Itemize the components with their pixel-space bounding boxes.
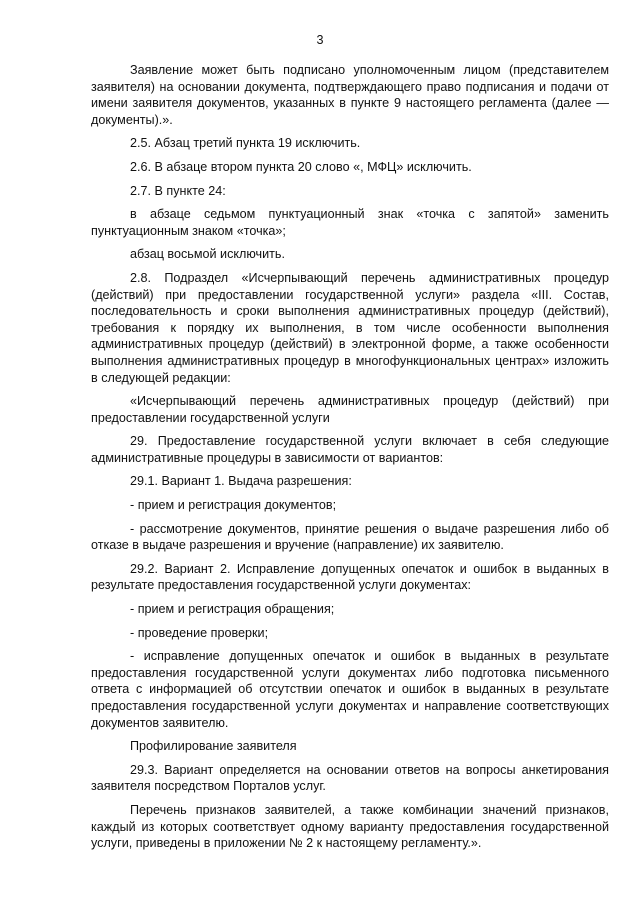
subsection-heading: «Исчерпывающий перечень административных процедур (действий) при предоставлении государственной услуги xyxy=(91,394,609,425)
page-number: 3 xyxy=(316,33,324,47)
paragraph-2-8: 2.8. Подраздел «Исчерпывающий перечень административных процедур (действий) при предоставлении государственной услуги» раздела «III. Состав, последовательность и сроки выполнения административных процедур (действий), требования к порядку их выполнения, в том числе особенности выполнения административных процедур (действий) в электронной форме, а также особенности выполнения административных процедур в многофункциональных центрах» изложить в следующей редакции: xyxy=(91,270,609,385)
document-body xyxy=(91,62,609,859)
paragraph-29-3: 29.3. Вариант определяется на основании ответов на вопросы анкетирования заявителя посредством Порталов услуг. xyxy=(91,762,609,794)
paragraph-2-6: 2.6. В абзаце втором пункта 20 слово «, МФЦ» исключить. xyxy=(130,159,472,174)
paragraph-29-2: 29.2. Вариант 2. Исправление допущенных опечаток и ошибок в выданных в результате предоставления государственной услуги документах: xyxy=(91,561,609,593)
paragraph-2-7: 2.7. В пункте 24: xyxy=(130,183,226,198)
paragraph-29-1: 29.1. Вариант 1. Выдача разрешения: xyxy=(130,474,352,489)
paragraph-2-7-item-1: в абзаце седьмом пунктуационный знак «точка с запятой» заменить пунктуационным знаком «точка»; xyxy=(91,207,609,238)
list-item: - прием и регистрация обращения; xyxy=(130,602,335,617)
list-item: - прием и регистрация документов; xyxy=(130,498,337,513)
paragraph-signature-note: Заявление может быть подписано уполномоченным лицом (представителем заявителя) на основании документа, подтверждающего право подписания и подачи от имени заявителя документов, указанных в пункте 9 настоящего регламента (далее — документы).». xyxy=(91,63,609,127)
list-item: - проведение проверки; xyxy=(130,625,269,640)
list-item: - рассмотрение документов, принятие решения о выдаче разрешения либо об отказе в выдаче разрешения и вручение (направление) их заявителю. xyxy=(91,521,609,553)
paragraph-2-7-item-2: абзац восьмой исключить. xyxy=(130,247,285,262)
profiling-heading: Профилирование заявителя xyxy=(130,739,297,754)
paragraph-applicant-attributes: Перечень признаков заявителей, а также комбинации значений признаков, каждый из которых соответствует одному варианту предоставления государственной услуги, приведены в приложении № 2 к настоящему регламенту.». xyxy=(91,802,609,851)
list-item: - исправление допущенных опечаток и ошибок в выданных в результате предоставления государственной услуги документах либо подготовка письменного ответа с информацией об отсутствии опечаток и ошибок в выданных в результате предоставления государственной услуги документах и направление соответствующих документов заявителю. xyxy=(91,649,609,730)
paragraph-29: 29. Предоставление государственной услуги включает в себя следующие административные процедуры в зависимости от вариантов: xyxy=(91,434,609,465)
paragraph-2-5: 2.5. Абзац третий пункта 19 исключить. xyxy=(130,136,361,151)
